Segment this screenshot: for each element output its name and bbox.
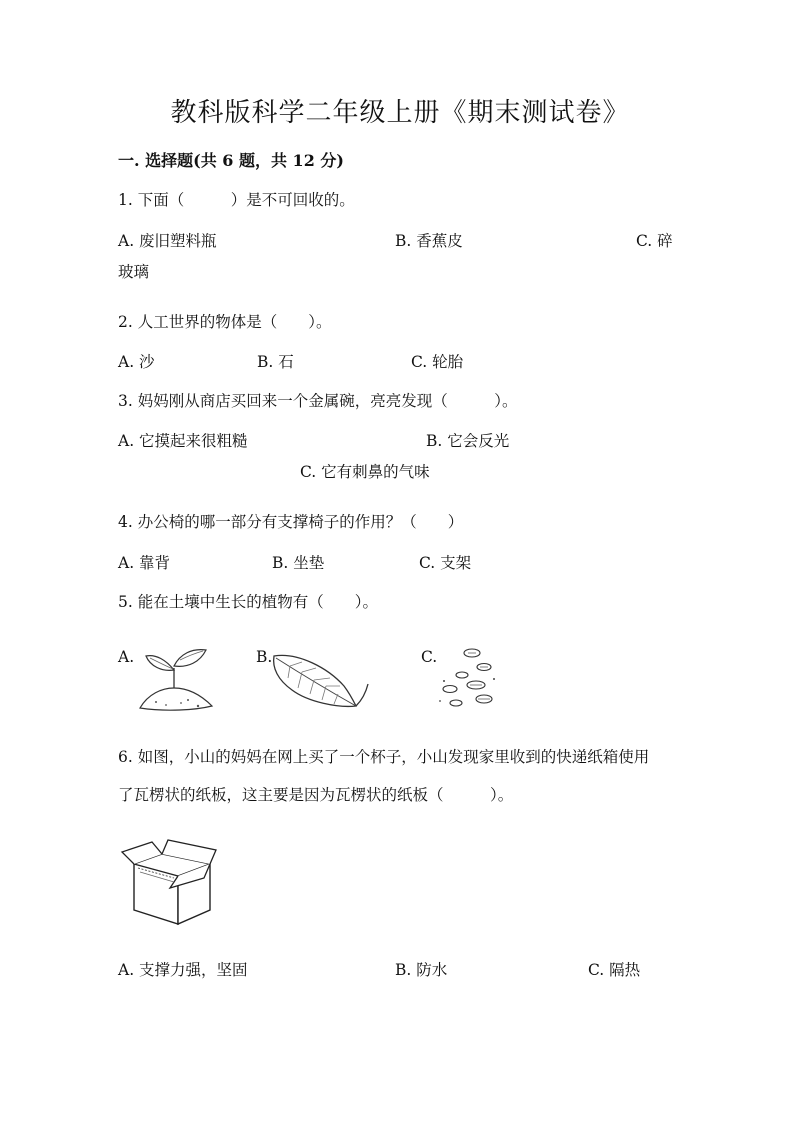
question-4-option-b: B. 坐垫	[272, 554, 325, 572]
question-1-option-c-wrap: 玻璃	[118, 263, 150, 281]
question-5-stem: 5. 能在土壤中生长的植物有（ ）。	[118, 593, 378, 611]
question-5-option-c: C.	[421, 648, 438, 666]
question-6-option-c: C. 隔热	[588, 961, 641, 979]
leaf-icon	[268, 650, 373, 712]
question-3-stem: 3. 妈妈刚从商店买回来一个金属碗，亮亮发现（ ）。	[118, 392, 518, 410]
page-title: 教科版科学二年级上册《期末测试卷》	[170, 98, 630, 128]
cardboard-box-icon	[118, 838, 222, 928]
question-2-option-a: A. 沙	[118, 353, 155, 371]
question-5-option-b: B.	[256, 648, 273, 666]
question-1-option-c: C. 碎	[636, 232, 673, 250]
duckweed-icon	[432, 645, 502, 711]
sprout-in-soil-icon	[136, 640, 220, 716]
question-5-option-a: A.	[118, 648, 135, 666]
question-1-stem: 1. 下面（ ）是不可回收的。	[118, 191, 355, 209]
question-1-option-b: B. 香蕉皮	[395, 232, 463, 250]
section-heading: 一. 选择题(共 6 题，共 12 分)	[118, 151, 344, 170]
question-3-option-b: B. 它会反光	[426, 432, 510, 450]
question-1-option-a: A. 废旧塑料瓶	[118, 232, 217, 250]
question-6-option-b: B. 防水	[395, 961, 448, 979]
question-4-option-c: C. 支架	[419, 554, 472, 572]
question-2-option-c: C. 轮胎	[411, 353, 464, 371]
question-3-option-a: A. 它摸起来很粗糙	[118, 432, 248, 450]
question-2-stem: 2. 人工世界的物体是（ ）。	[118, 313, 332, 331]
question-6-stem-line-2: 了瓦楞状的纸板，这主要是因为瓦楞状的纸板（ ）。	[118, 786, 514, 804]
question-4-option-a: A. 靠背	[118, 554, 171, 572]
question-4-stem: 4. 办公椅的哪一部分有支撑椅子的作用？（ ）	[118, 513, 464, 531]
question-3-option-c: C. 它有刺鼻的气味	[300, 463, 430, 481]
question-2-option-b: B. 石	[257, 353, 294, 371]
question-6-stem-line-1: 6. 如图，小山的妈妈在网上买了一个杯子，小山发现家里收到的快递纸箱使用	[118, 748, 650, 766]
question-6-option-a: A. 支撑力强，坚固	[118, 961, 248, 979]
